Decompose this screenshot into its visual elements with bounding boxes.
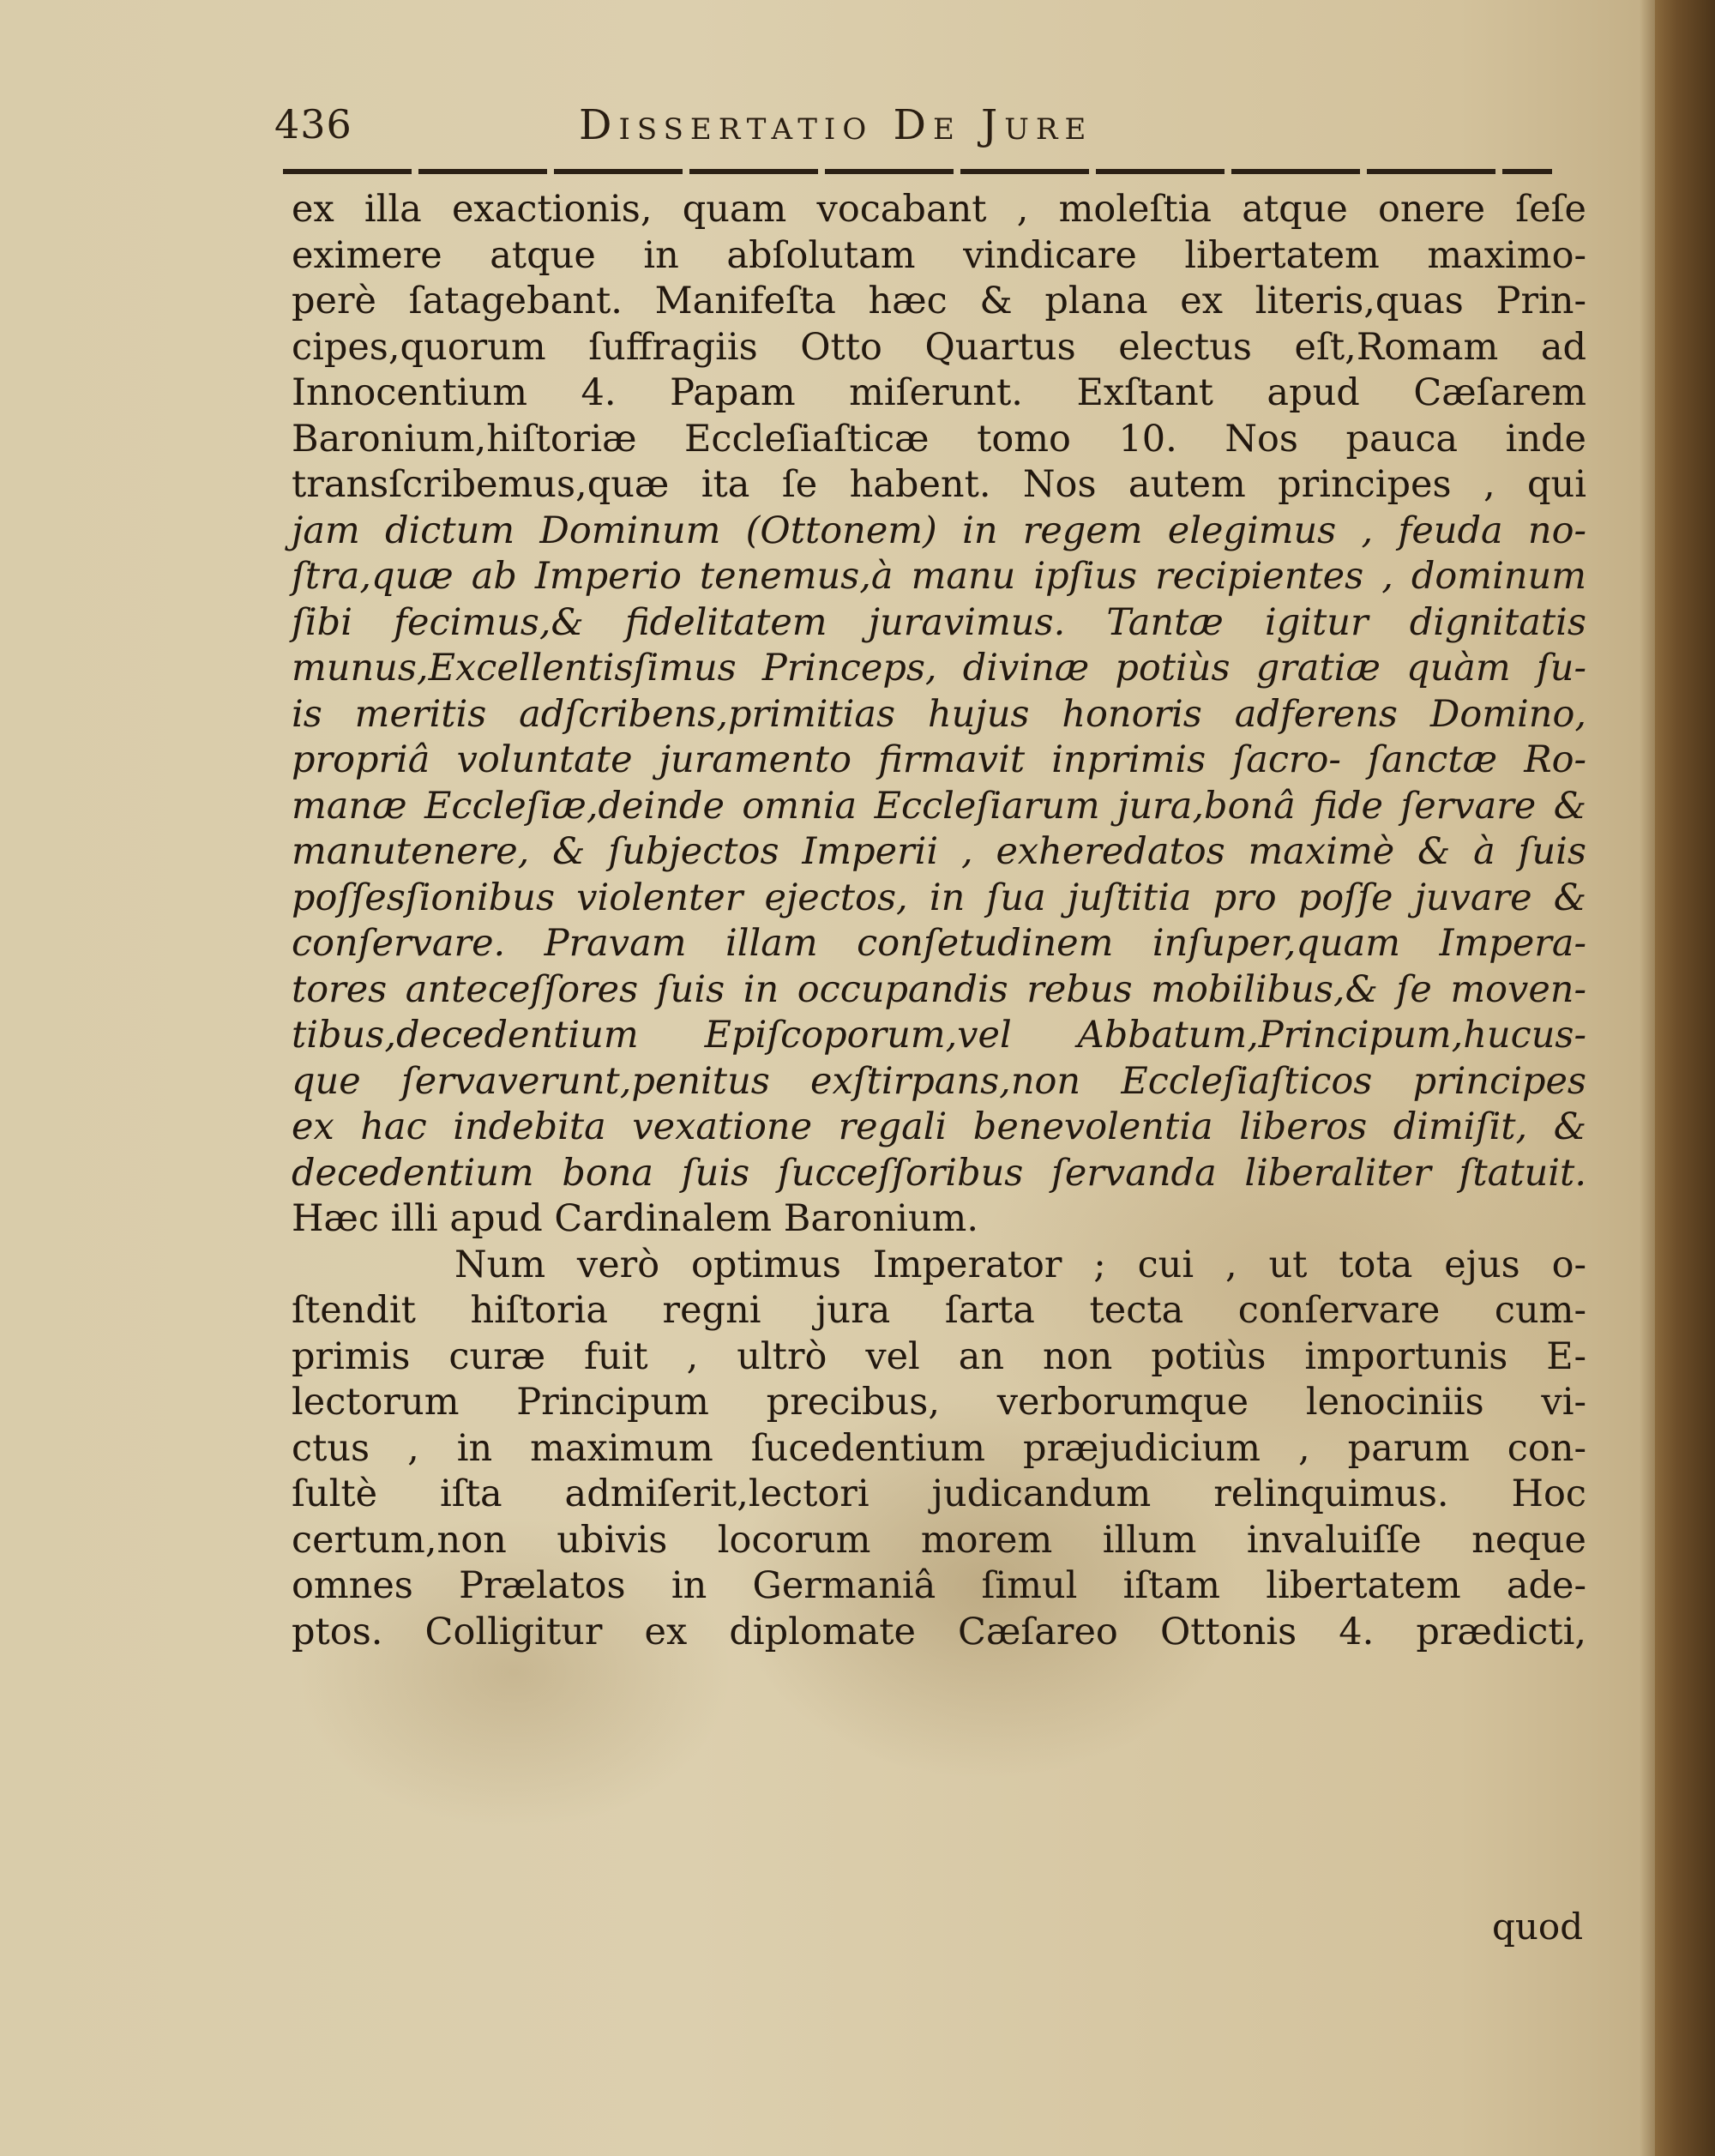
running-title: Dissertatio De Jure (579, 101, 1093, 149)
text-line: tibus,decedentium Epiſcoporum,vel Abbatum,Principum,hucus- (292, 1014, 1586, 1057)
body-text (292, 187, 1586, 1655)
text-line: munus,Excellentisſimus Princeps, divinæ potiùs gratiæ quàm ſu- (292, 647, 1586, 690)
text-line: ſibi fecimus,& fidelitatem juravimus. Tantæ igitur dignitatis (292, 600, 1586, 644)
text-line: perè ſatagebant. Manifeſta hæc & plana ex literis,quas Prin- (292, 280, 1586, 322)
text-line: ſultè iſta admiſerit,lectori judicandum relinquimus. Hoc (292, 1472, 1586, 1515)
text-line: certum,non ubivis locorum morem illum invaluiſſe neque (292, 1518, 1586, 1562)
text-line: cipes,quorum ſuffragiis Otto Quartus electus eſt,Romam ad (292, 325, 1586, 369)
binding-edge (1655, 0, 1715, 2156)
text-line: transſcribemus,quæ ita ſe habent. Nos autem principes , qui (292, 463, 1586, 506)
text-line: ptos. Colligitur ex diplomate Cæſareo Ottonis 4. prædicti, (292, 1610, 1586, 1653)
text-line: ſtendit hiſtoria regni jura ſarta tecta conſervare cum- (292, 1289, 1586, 1332)
text-line: ex illa exactionis, quam vocabant , moleſtia atque onere ſeſe (292, 188, 1586, 231)
page-number: 436 (274, 101, 352, 148)
header-rule (283, 169, 1552, 174)
text-line: ſtra,quæ ab Imperio tenemus,à manu ipſius recipientes , dominum (292, 555, 1586, 598)
text-line: Baronium,hiſtoriæ Eccleſiaſticæ tomo 10. Nos pauca inde (292, 417, 1586, 461)
text-line: poſſesſionibus violenter ejectos, in ſua juſtitia pro poſſe juvare & (292, 876, 1586, 919)
page-gutter-shadow (1640, 0, 1655, 2156)
text-line: tores anteceſſores ſuis in occupandis rebus mobilibus,& ſe moven- (292, 967, 1586, 1011)
text-line: ex hac indebita vexatione regali benevolentia liberos dimiſit, & (292, 1105, 1586, 1148)
text-line: primis curæ fuit , ultrò vel an non potiùs importunis E- (292, 1334, 1586, 1378)
text-line: eximere atque in abſolutam vindicare libertatem maximo- (292, 233, 1586, 277)
text-line: manutenere, & ſubjectos Imperii , exheredatos maximè & à ſuis (292, 830, 1586, 873)
text-line: propriâ voluntate juramento firmavit inprimis ſacro- ſanctæ Ro- (292, 738, 1586, 781)
text-line: Hæc illi apud Cardinalem Baronium. (292, 1197, 979, 1240)
page-header (274, 101, 1561, 161)
text-line: lectorum Principum precibus, verborumque lenociniis vi- (292, 1381, 1586, 1424)
text-line: conſervare. Pravam illam conſetudinem inſuper,quam Impera- (292, 922, 1586, 965)
text-line: que ſervaverunt,penitus exſtirpans,non Eccleſiaſticos principes (292, 1059, 1586, 1103)
text-line: is meritis adſcribens,primitias hujus honoris adferens Domino, (292, 692, 1586, 736)
text-line: Innocentium 4. Papam miſerunt. Exſtant apud Cæſarem (292, 371, 1586, 414)
text-line: omnes Prælatos in Germaniâ ſimul iſtam libertatem ade- (292, 1564, 1586, 1607)
text-line: ctus , in maximum ſucedentium præjudicium , parum con- (292, 1426, 1586, 1470)
catchword: quod (1492, 1906, 1584, 1948)
paragraph-start-line: Num verò optimus Imperator ; cui , ut tota ejus o- (454, 1243, 1586, 1286)
text-line: jam dictum Dominum (Ottonem) in regem elegimus , feuda no- (292, 509, 1586, 552)
text-line: manæ Eccleſiæ,deinde omnia Eccleſiarum jura,bonâ fide ſervare & (292, 784, 1586, 828)
text-line: decedentium bona ſuis ſucceſſoribus ſervanda liberaliter ſtatuit. (292, 1151, 1586, 1195)
